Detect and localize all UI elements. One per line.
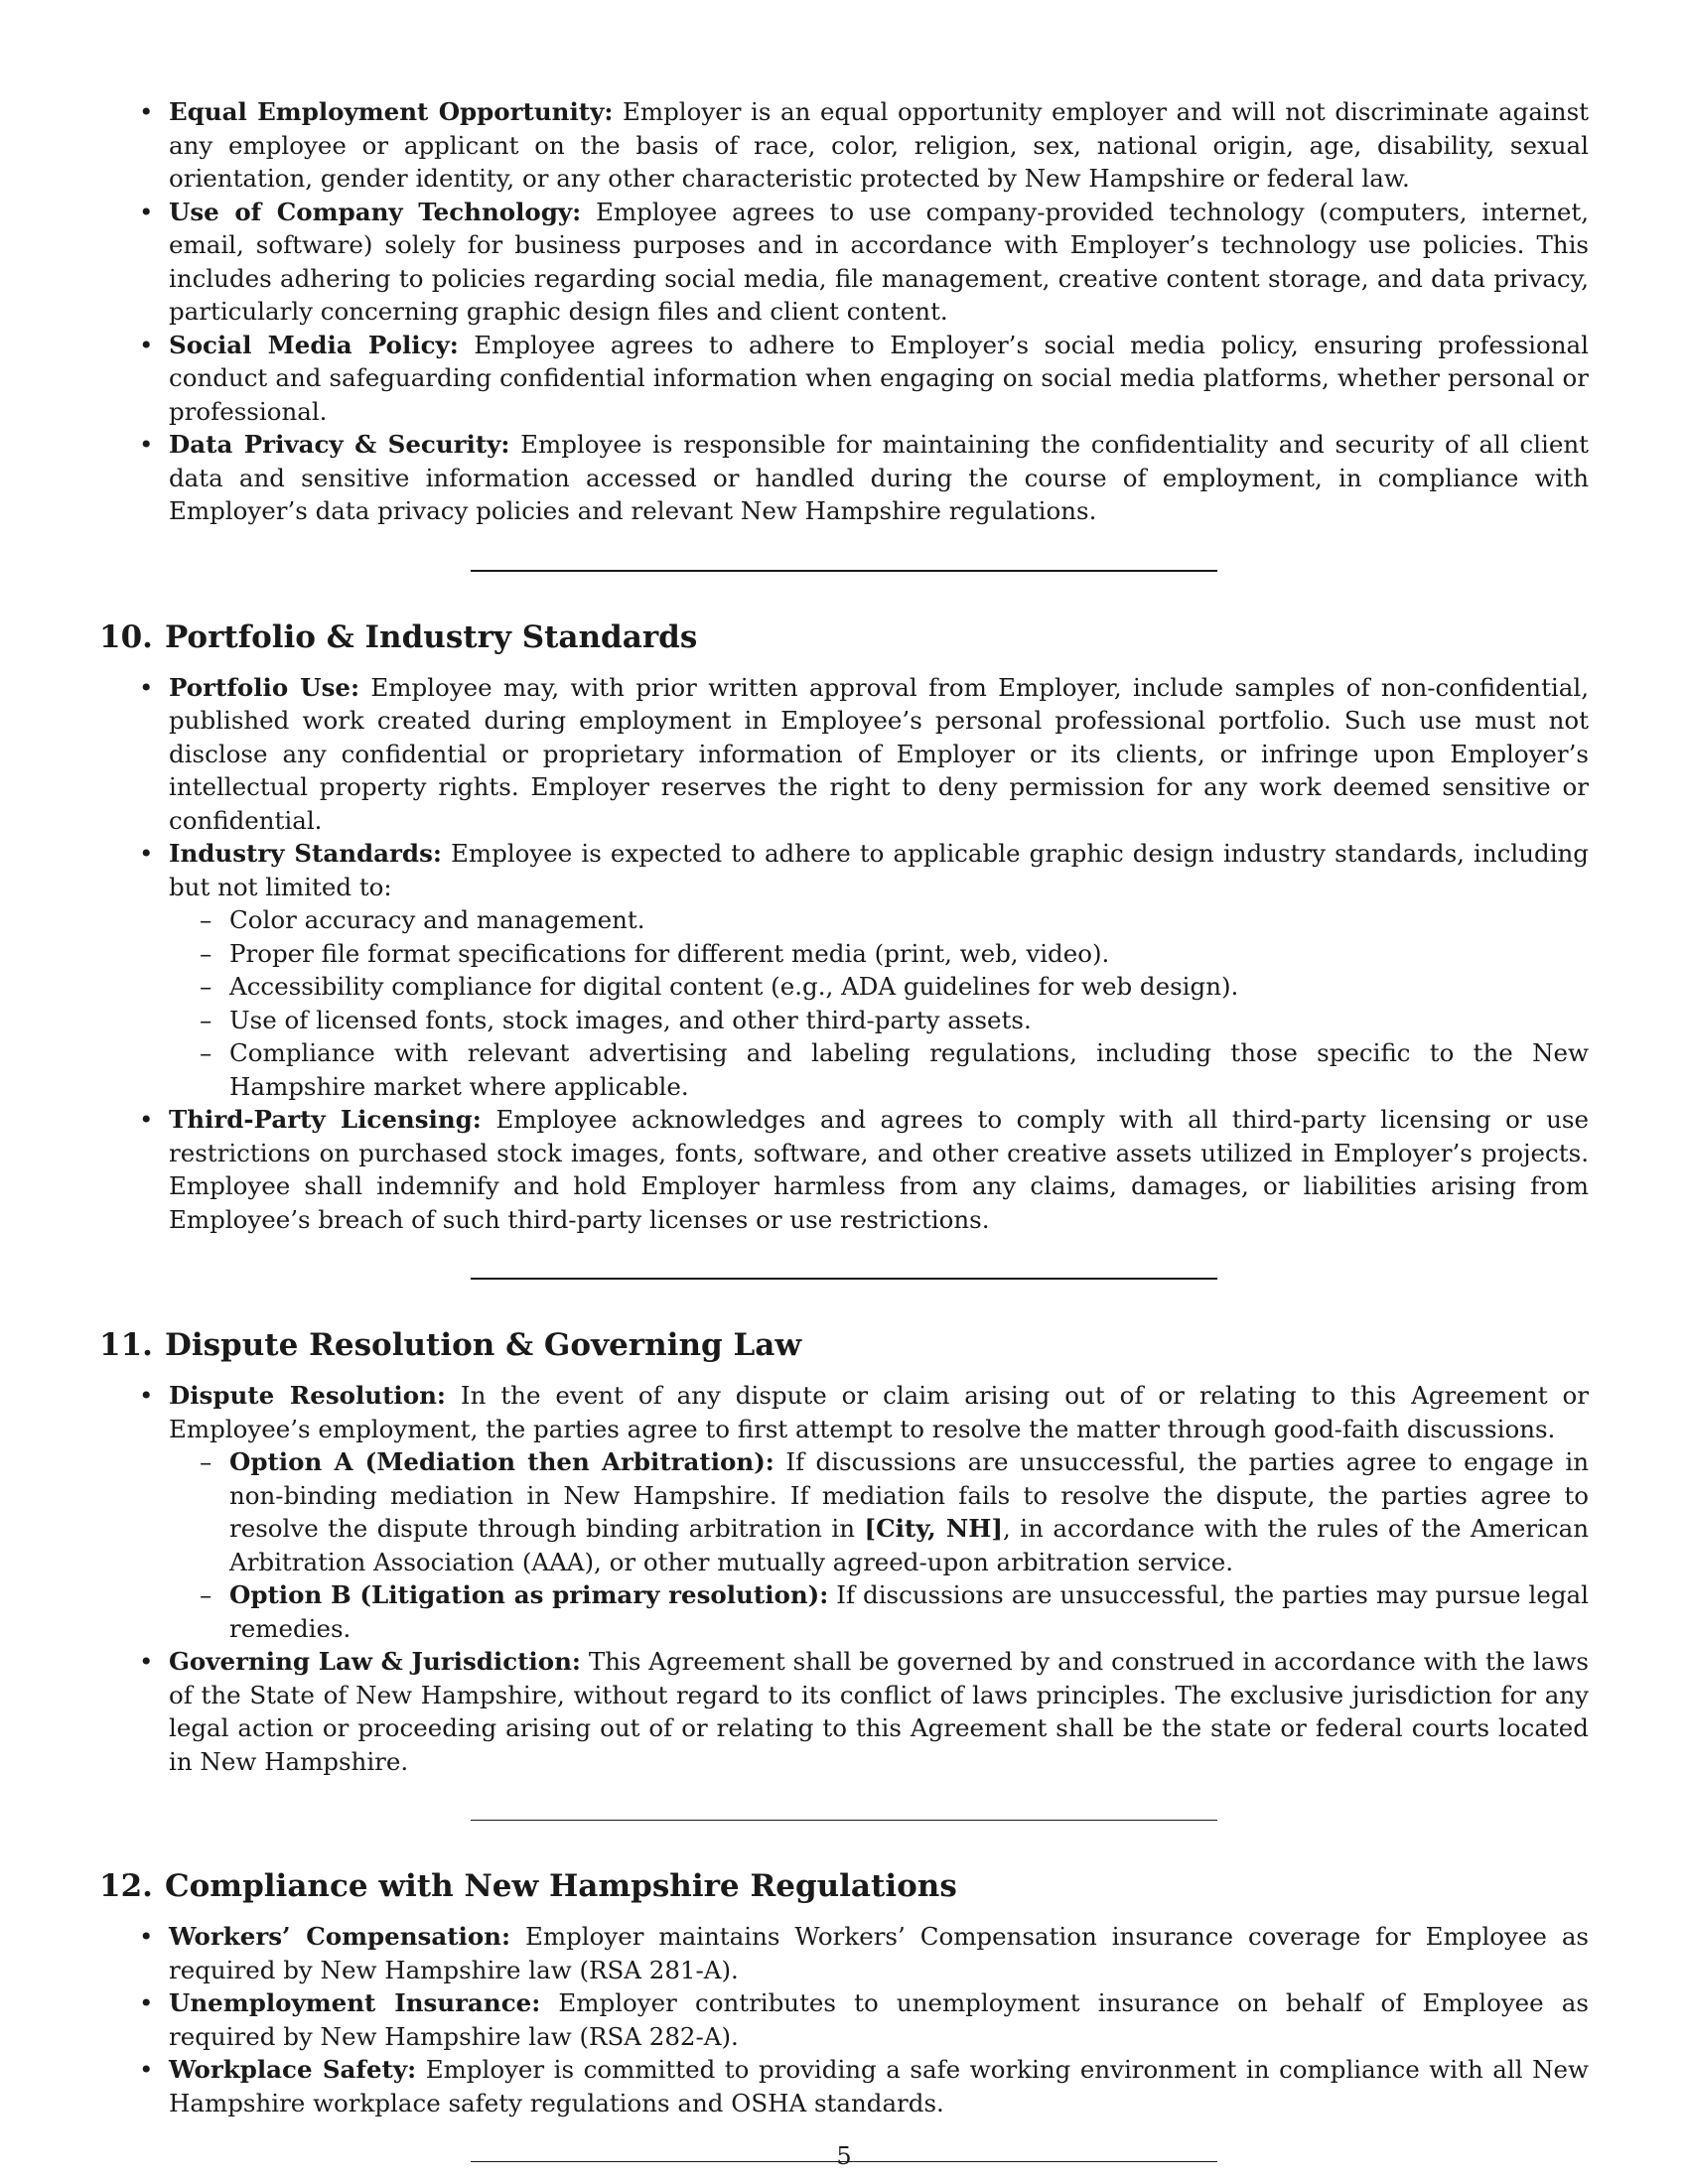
option-label: Option B (Litigation as primary resolution): bbox=[229, 1580, 829, 1609]
item-label: Dispute Resolution: bbox=[169, 1381, 446, 1410]
sublist-item-option-b bbox=[229, 1578, 1589, 1645]
item-label: Industry Standards: bbox=[169, 839, 442, 868]
section-heading-10 bbox=[99, 617, 1589, 657]
section-title: Portfolio & Industry Standards bbox=[164, 618, 698, 655]
section-10-list bbox=[99, 671, 1589, 1237]
item-label: Data Privacy & Security: bbox=[169, 430, 510, 459]
item-text: Employee agrees to use company-provided technology (computers, internet, email, software) solely for business purposes and in accordance with Employer’s technology use policies. This includes adhering to policies regarding social media, file management, creative content storage, and data privacy, particularly concerning graphic design files and client content. bbox=[169, 197, 1589, 326]
section-11-list bbox=[99, 1379, 1589, 1778]
item-text: Employer is an equal opportunity employer and will not discriminate against any employee or applicant on the basis of race, color, religion, sex, national origin, age, disability, sexual orientation, gender identity, or any other characteristic protected by New Hampshire or federal law. bbox=[169, 97, 1590, 193]
item-label: Unemployment Insurance: bbox=[169, 1988, 541, 2017]
item-text: Employer contributes to unemployment insurance on behalf of Employee as required by New Hampshire law (RSA 282-A). bbox=[169, 1988, 1589, 2051]
sublist-item: – Proper file format specifications for different media (print, web, video). bbox=[229, 937, 1589, 971]
section-title: Compliance with New Hampshire Regulations bbox=[164, 1868, 957, 1904]
list-item-third-party-licensing bbox=[169, 1103, 1589, 1236]
page-number: 5 bbox=[836, 2142, 852, 2170]
item-text: In the event of any dispute or claim arising out of or relating to this Agreement or Employee’s employment, the parties agree to first attempt to resolve the matter through good-faith discussions. bbox=[169, 1381, 1590, 1443]
list-item-industry-standards bbox=[169, 837, 1589, 1103]
list-item-unemployment-insurance bbox=[169, 1986, 1589, 2053]
sublist-item-option-a bbox=[229, 1445, 1589, 1578]
section-divider bbox=[471, 1820, 1217, 1821]
option-text: If discussions are unsuccessful, the parties may pursue legal remedies. bbox=[229, 1580, 1589, 1643]
section-heading-11 bbox=[99, 1325, 1589, 1365]
item-text: Employee agrees to adhere to Employer’s social media policy, ensuring professional conduct and safeguarding confidential information when engaging on social media platforms, whether personal or professional. bbox=[169, 330, 1589, 426]
list-item-social-media bbox=[169, 329, 1589, 429]
section-heading-12 bbox=[99, 1866, 1589, 1906]
list-item-dispute-resolution bbox=[169, 1379, 1589, 1645]
option-text: If discussions are unsuccessful, the parties agree to engage in non-binding mediation in New Hampshire. If mediation fails to resolve the dispute, the parties agree to resolve the dispute through binding arbitration in bbox=[229, 1447, 1590, 1543]
list-item-workers-compensation bbox=[169, 1920, 1589, 1986]
list-item-portfolio-use bbox=[169, 671, 1589, 838]
item-label: Social Media Policy: bbox=[169, 330, 459, 359]
item-label: Use of Company Technology: bbox=[169, 197, 582, 226]
list-item-workplace-safety bbox=[169, 2053, 1589, 2119]
option-text-after: , in accordance with the rules of the American Arbitration Association (AAA), or other mutually agreed-upon arbitration service. bbox=[229, 1514, 1589, 1576]
item-label: Workers’ Compensation: bbox=[169, 1922, 511, 1951]
item-label: Equal Employment Opportunity: bbox=[169, 97, 614, 126]
list-item-data-privacy bbox=[169, 428, 1589, 528]
item-text: Employer is committed to providing a safe working environment in compliance with all New Hampshire workplace safety regulations and OSHA standards. bbox=[169, 2055, 1589, 2117]
item-label: Portfolio Use: bbox=[169, 672, 360, 702]
section-number: 11. bbox=[99, 1327, 153, 1363]
dispute-options-sublist bbox=[169, 1445, 1589, 1645]
item-text: This Agreement shall be governed by and construed in accordance with the laws of the State of New Hampshire, without regard to its conflict of laws principles. The exclusive jurisdiction for any legal action or proceeding arising out of or relating to this Agreement shall be the state or federal courts located in New Hampshire. bbox=[169, 1647, 1589, 1776]
city-placeholder: [City, NH] bbox=[864, 1514, 1004, 1543]
sublist-item: – Use of licensed fonts, stock images, and other third-party assets. bbox=[229, 1004, 1589, 1037]
section-number: 12. bbox=[99, 1868, 153, 1904]
item-label: Third-Party Licensing: bbox=[169, 1105, 482, 1134]
item-text: Employer maintains Workers’ Compensation insurance coverage for Employee as required by New Hampshire law (RSA 281-A). bbox=[169, 1922, 1589, 1984]
list-item-governing-law bbox=[169, 1645, 1589, 1778]
item-text: Employee is expected to adhere to applicable graphic design industry standards, including but not limited to: bbox=[169, 839, 1589, 901]
document-page bbox=[99, 95, 1589, 2162]
section-9-list bbox=[99, 95, 1589, 528]
section-12-list bbox=[99, 1920, 1589, 2119]
item-text: Employee may, with prior written approval from Employer, include samples of non-confidential, published work created during employment in Employee’s personal professional portfolio. Such use must not disclose any confidential or proprietary information of Employer or its clients, or infringe upon Employer’s intellectual property rights. Employer reserves the right to deny permission for any work deemed sensitive or confidential. bbox=[169, 672, 1589, 835]
item-text: Employee is responsible for maintaining the confidentiality and security of all client data and sensitive information accessed or handled during the course of employment, in compliance with Employer’s data privacy policies and relevant New Hampshire regulations. bbox=[169, 430, 1589, 525]
sublist-item: – Color accuracy and management. bbox=[229, 903, 1589, 937]
item-text: Employee acknowledges and agrees to comply with all third-party licensing or use restrictions on purchased stock images, fonts, software, and other creative assets utilized in Employer’s projects. Employee shall indemnify and hold Employer harmless from any claims, damages, or liabilities arising from Employee’s breach of such third-party licenses or use restrictions. bbox=[169, 1105, 1589, 1234]
section-number: 10. bbox=[99, 618, 153, 655]
list-item-equal-employment bbox=[169, 95, 1589, 196]
section-title: Dispute Resolution & Governing Law bbox=[164, 1327, 802, 1363]
list-item-company-technology bbox=[169, 196, 1589, 329]
section-divider bbox=[471, 570, 1217, 572]
sublist-item: – Compliance with relevant advertising and labeling regulations, including those specific to the New Hampshire market where applicable. bbox=[229, 1036, 1589, 1103]
industry-standards-sublist bbox=[169, 903, 1589, 1103]
section-divider bbox=[471, 1278, 1217, 1280]
option-label: Option A (Mediation then Arbitration): bbox=[229, 1447, 774, 1476]
item-label: Workplace Safety: bbox=[169, 2055, 417, 2084]
sublist-item: – Accessibility compliance for digital content (e.g., ADA guidelines for web design). bbox=[229, 970, 1589, 1004]
item-label: Governing Law & Jurisdiction: bbox=[169, 1647, 581, 1676]
